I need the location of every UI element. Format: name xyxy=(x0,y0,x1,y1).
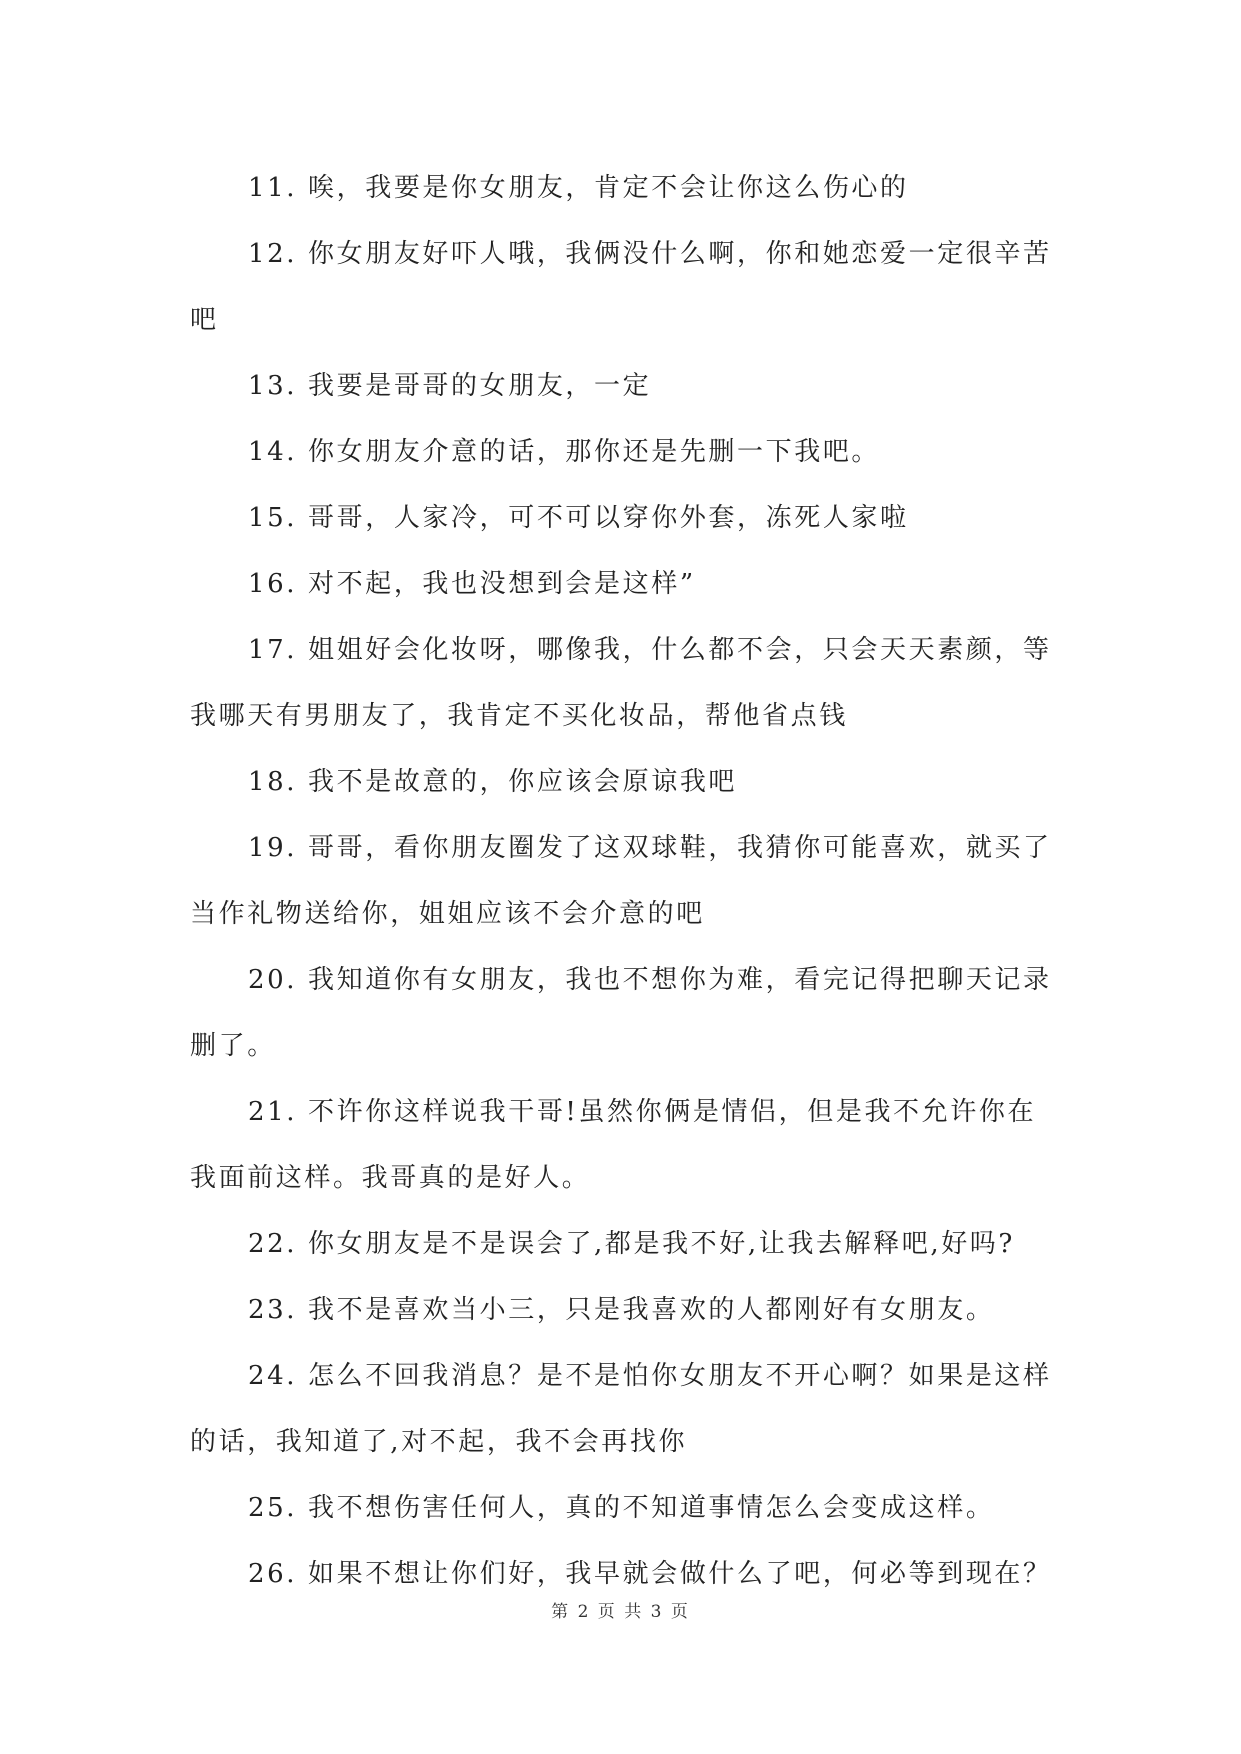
paragraph-24: 24. 怎么不回我消息？是不是怕你女朋友不开心啊？如果是这样的话，我知道了,对不起，我不会再找你 xyxy=(190,1361,1052,1457)
paragraph-22: 22. 你女朋友是不是误会了,都是我不好,让我去解释吧,好吗? xyxy=(248,1229,1015,1259)
paragraph-12: 12. 你女朋友好吓人哦，我俩没什么啊，你和她恋爱一定很辛苦吧 xyxy=(190,239,1052,335)
paragraph-18: 18. 我不是故意的，你应该会原谅我吧 xyxy=(248,767,738,797)
paragraph-25: 25. 我不想伤害任何人，真的不知道事情怎么会变成这样。 xyxy=(248,1493,995,1523)
paragraph-13: 13. 我要是哥哥的女朋友，一定 xyxy=(248,371,652,401)
paragraph-16: 16. 对不起，我也没想到会是这样” xyxy=(248,569,696,599)
paragraph-17: 17. 姐姐好会化妆呀，哪像我，什么都不会，只会天天素颜，等我哪天有男朋友了，我肯定不买化妆品，帮他省点钱 xyxy=(190,635,1052,731)
paragraph-21: 21. 不许你这样说我干哥!虽然你俩是情侣，但是我不允许你在我面前这样。我哥真的是好人。 xyxy=(190,1097,1037,1193)
paragraph-23: 23. 我不是喜欢当小三，只是我喜欢的人都刚好有女朋友。 xyxy=(248,1295,995,1325)
paragraph-14: 14. 你女朋友介意的话，那你还是先删一下我吧。 xyxy=(248,437,881,467)
paragraph-11: 11. 唉，我要是你女朋友，肯定不会让你这么伤心的 xyxy=(248,173,909,203)
paragraph-19: 19. 哥哥，看你朋友圈发了这双球鞋，我猜你可能喜欢，就买了当作礼物送给你，姐姐应该不会介意的吧 xyxy=(190,833,1052,929)
paragraph-26: 26. 如果不想让你们好，我早就会做什么了吧，何必等到现在？ xyxy=(248,1559,1052,1589)
page-number-footer: 第 2 页 共 3 页 xyxy=(551,1602,690,1622)
document-body xyxy=(190,155,1056,1607)
paragraph-20: 20. 我知道你有女朋友，我也不想你为难，看完记得把聊天记录删了。 xyxy=(190,965,1052,1061)
paragraph-15: 15. 哥哥，人家冷，可不可以穿你外套，冻死人家啦 xyxy=(248,503,909,533)
